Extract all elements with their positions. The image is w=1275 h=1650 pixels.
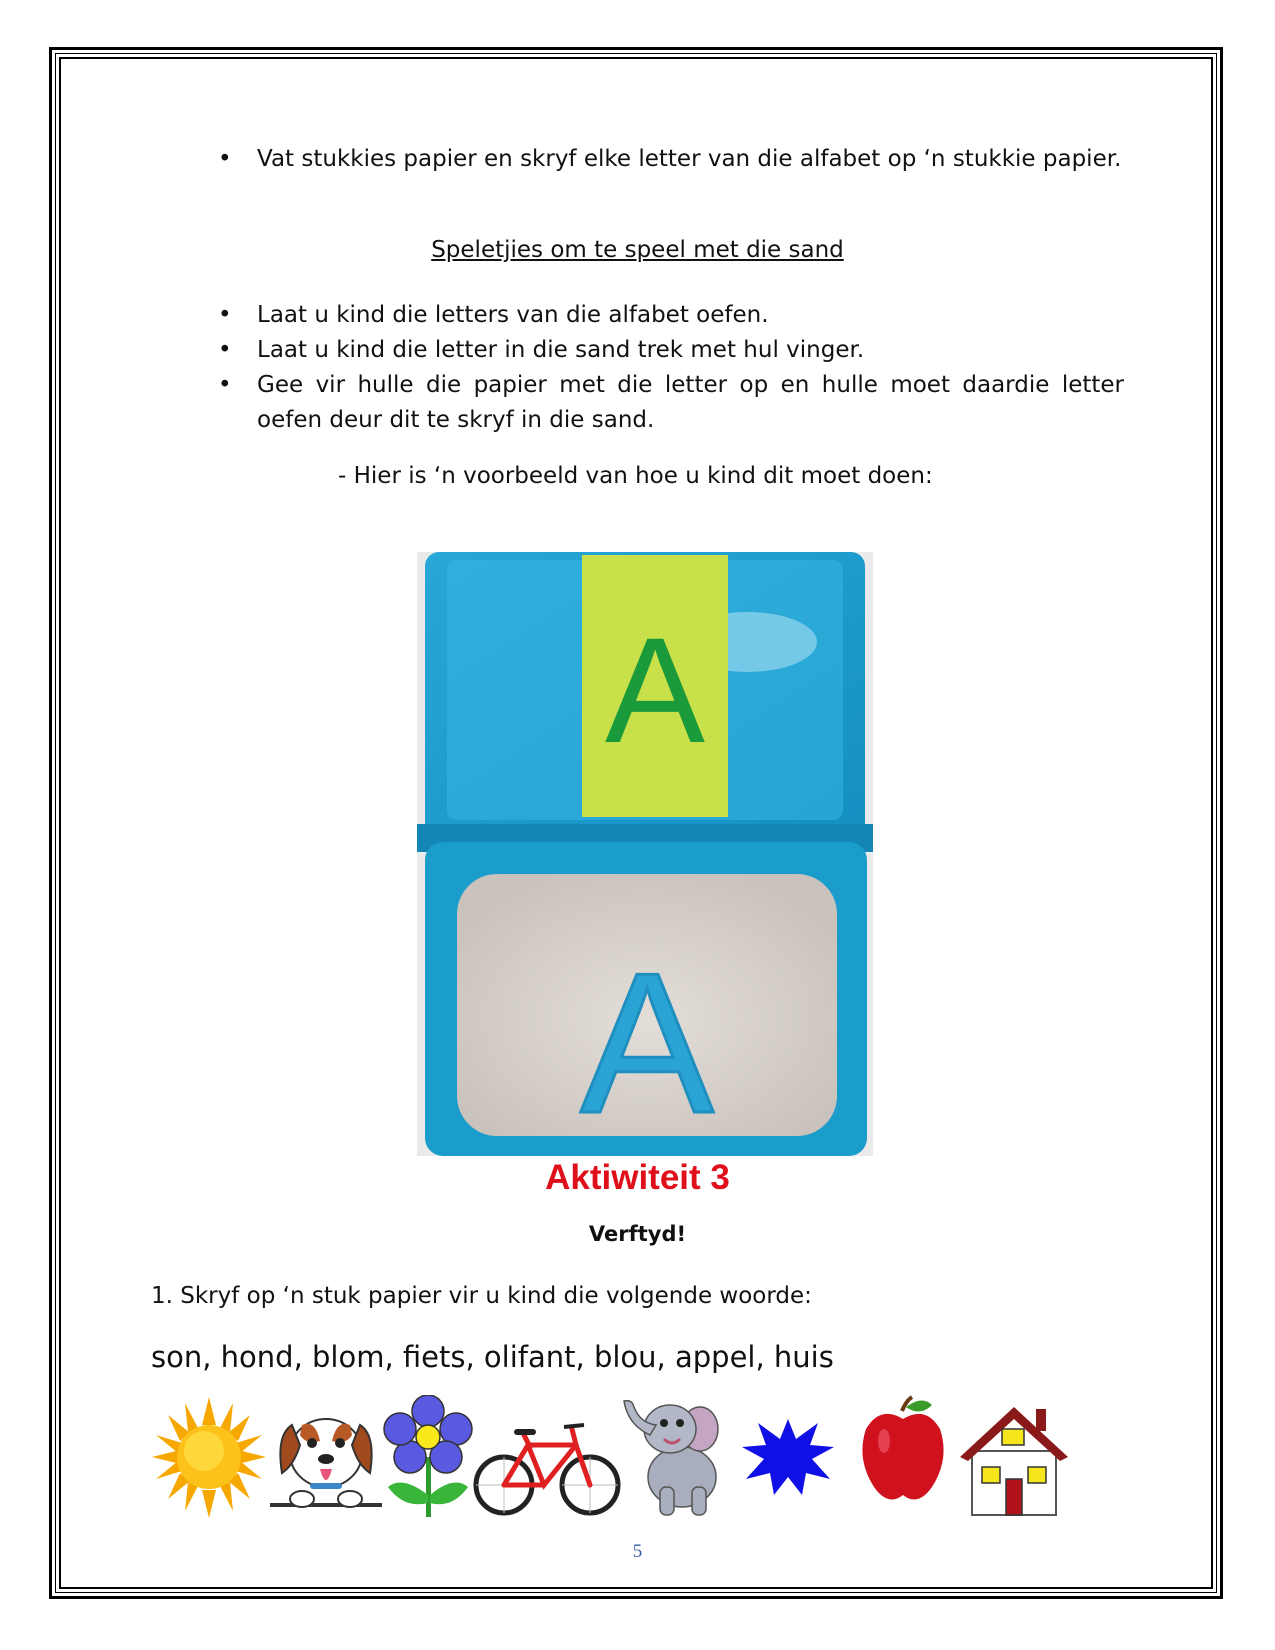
bullet-list-materials: [212, 142, 1124, 177]
elephant-icon: [620, 1395, 724, 1520]
list-item: • Laat u kind die letters van die alfabet oefen.: [212, 298, 1124, 333]
flower-icon: [382, 1395, 474, 1520]
sun-icon: [150, 1395, 268, 1520]
section-subheading: Speletjies om te speel met die sand: [431, 237, 844, 263]
dog-icon: [270, 1395, 382, 1520]
activity-title: Aktiwiteit 3: [545, 1158, 730, 1197]
page-number: 5: [632, 1541, 643, 1562]
sand-tray-photo: [417, 552, 873, 1156]
blue-splat-icon: [740, 1417, 836, 1497]
list-item: • Vat stukkies papier en skryf elke letter van die alfabet op ‘n stukkie papier.: [212, 142, 1124, 177]
bullet-list-games: [212, 298, 1124, 438]
word-list: son, hond, blom, fiets, olifant, blou, appel, huis: [151, 1340, 834, 1374]
picture-row: [150, 1395, 1130, 1525]
example-line: - Hier is ‘n voorbeeld van hoe u kind dit moet doen:: [338, 463, 933, 489]
card-letter: A: [604, 606, 706, 774]
sand-letter: A: [580, 932, 714, 1155]
activity-instruction: 1. Skryf op ‘n stuk papier vir u kind die volgende woorde:: [151, 1283, 812, 1309]
house-icon: [956, 1395, 1072, 1520]
activity-subtitle: Verftyd!: [588, 1222, 687, 1246]
list-item: • Laat u kind die letter in die sand trek met hul vinger.: [212, 333, 1124, 368]
apple-icon: [860, 1395, 946, 1520]
list-item: • Gee vir hulle die papier met die letter op en hulle moet daardie letter oefen deur dit te skryf in die sand.: [212, 368, 1124, 438]
bicycle-icon: [472, 1395, 622, 1520]
